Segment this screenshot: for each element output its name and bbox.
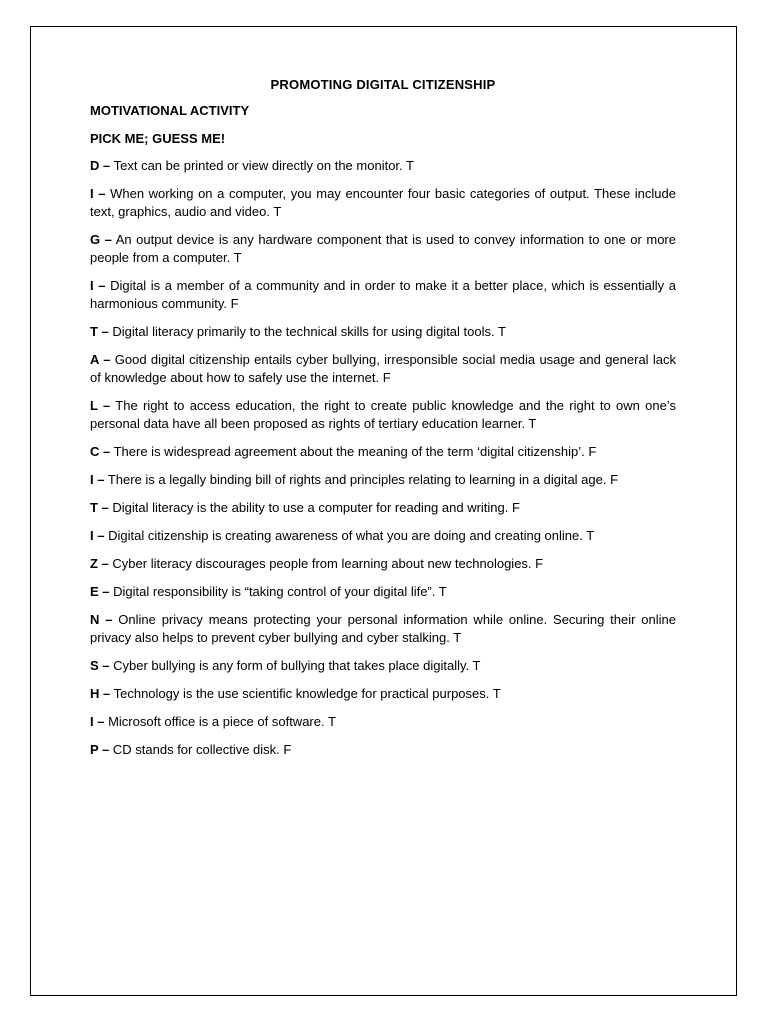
quiz-item-letter: D – bbox=[90, 158, 111, 173]
quiz-item-text: Cyber bullying is any form of bullying that takes place digitally. T bbox=[109, 658, 481, 673]
quiz-item bbox=[90, 397, 676, 433]
quiz-item bbox=[90, 157, 676, 175]
quiz-item bbox=[90, 657, 676, 675]
quiz-item bbox=[90, 499, 676, 517]
quiz-item bbox=[90, 527, 676, 545]
quiz-item-text: When working on a computer, you may encounter four basic categories of output. These include text, graphics, audio and video. T bbox=[90, 186, 676, 219]
quiz-item bbox=[90, 231, 676, 267]
quiz-item bbox=[90, 277, 676, 313]
quiz-item-text: Good digital citizenship entails cyber bullying, irresponsible social media usage and general lack of knowledge about how to safely use the internet. F bbox=[90, 352, 676, 385]
quiz-item-letter: Z – bbox=[90, 556, 109, 571]
quiz-item-text: The right to access education, the right to create public knowledge and the right to own one’s personal data have all been proposed as rights of tertiary education learner. T bbox=[90, 398, 676, 431]
quiz-item-letter: G – bbox=[90, 232, 112, 247]
quiz-item-letter: I – bbox=[90, 714, 105, 729]
quiz-item-text: An output device is any hardware component that is used to convey information to one or more people from a computer. T bbox=[90, 232, 676, 265]
quiz-item bbox=[90, 471, 676, 489]
quiz-item-text: Digital responsibility is “taking control of your digital life”. T bbox=[109, 584, 447, 599]
quiz-item bbox=[90, 713, 676, 731]
section-heading-pick-me: PICK ME; GUESS ME! bbox=[90, 131, 226, 146]
quiz-item bbox=[90, 351, 676, 387]
quiz-item-letter: I – bbox=[90, 186, 106, 201]
quiz-item-letter: P – bbox=[90, 742, 110, 757]
quiz-item-list bbox=[90, 157, 676, 759]
quiz-item-letter: I – bbox=[90, 278, 106, 293]
quiz-item bbox=[90, 555, 676, 573]
quiz-item-letter: T – bbox=[90, 324, 109, 339]
quiz-item bbox=[90, 611, 676, 647]
quiz-item bbox=[90, 185, 676, 221]
section-heading-motivational-activity: MOTIVATIONAL ACTIVITY bbox=[90, 103, 250, 118]
quiz-item-letter: T – bbox=[90, 500, 109, 515]
quiz-item-text: Digital literacy primarily to the technical skills for using digital tools. T bbox=[108, 324, 506, 339]
quiz-item bbox=[90, 583, 676, 601]
quiz-item-letter: I – bbox=[90, 528, 105, 543]
quiz-item-text: Digital is a member of a community and in order to make it a better place, which is essentially a harmonious community. F bbox=[90, 278, 676, 311]
quiz-item bbox=[90, 323, 676, 341]
quiz-item-text: CD stands for collective disk. F bbox=[109, 742, 292, 757]
quiz-item-text: Cyber literacy discourages people from learning about new technologies. F bbox=[108, 556, 544, 571]
quiz-item-letter: L – bbox=[90, 398, 111, 413]
quiz-item-text: Technology is the use scientific knowledge for practical purposes. T bbox=[110, 686, 501, 701]
quiz-item-letter: C – bbox=[90, 444, 111, 459]
quiz-item-text: Microsoft office is a piece of software. T bbox=[104, 714, 336, 729]
quiz-item-text: There is widespread agreement about the meaning of the term ‘digital citizenship’. F bbox=[110, 444, 597, 459]
quiz-item-text: Digital literacy is the ability to use a computer for reading and writing. F bbox=[108, 500, 520, 515]
quiz-item-text: Online privacy means protecting your personal information while online. Securing their online privacy also helps to prevent cyber bullying and cyber stalking. T bbox=[90, 612, 676, 645]
quiz-item bbox=[90, 685, 676, 703]
quiz-item-text: There is a legally binding bill of rights and principles relating to learning in a digital age. F bbox=[104, 472, 619, 487]
quiz-item-letter: N – bbox=[90, 612, 113, 627]
quiz-item bbox=[90, 741, 676, 759]
quiz-item-letter: S – bbox=[90, 658, 110, 673]
quiz-item-text: Text can be printed or view directly on the monitor. T bbox=[110, 158, 414, 173]
quiz-item bbox=[90, 443, 676, 461]
quiz-item-letter: H – bbox=[90, 686, 111, 701]
document-title: PROMOTING DIGITAL CITIZENSHIP bbox=[270, 77, 496, 92]
quiz-item-letter: I – bbox=[90, 472, 105, 487]
quiz-item-letter: E – bbox=[90, 584, 110, 599]
document-body bbox=[90, 76, 676, 769]
quiz-item-letter: A – bbox=[90, 352, 111, 367]
quiz-item-text: Digital citizenship is creating awareness of what you are doing and creating online. T bbox=[104, 528, 595, 543]
